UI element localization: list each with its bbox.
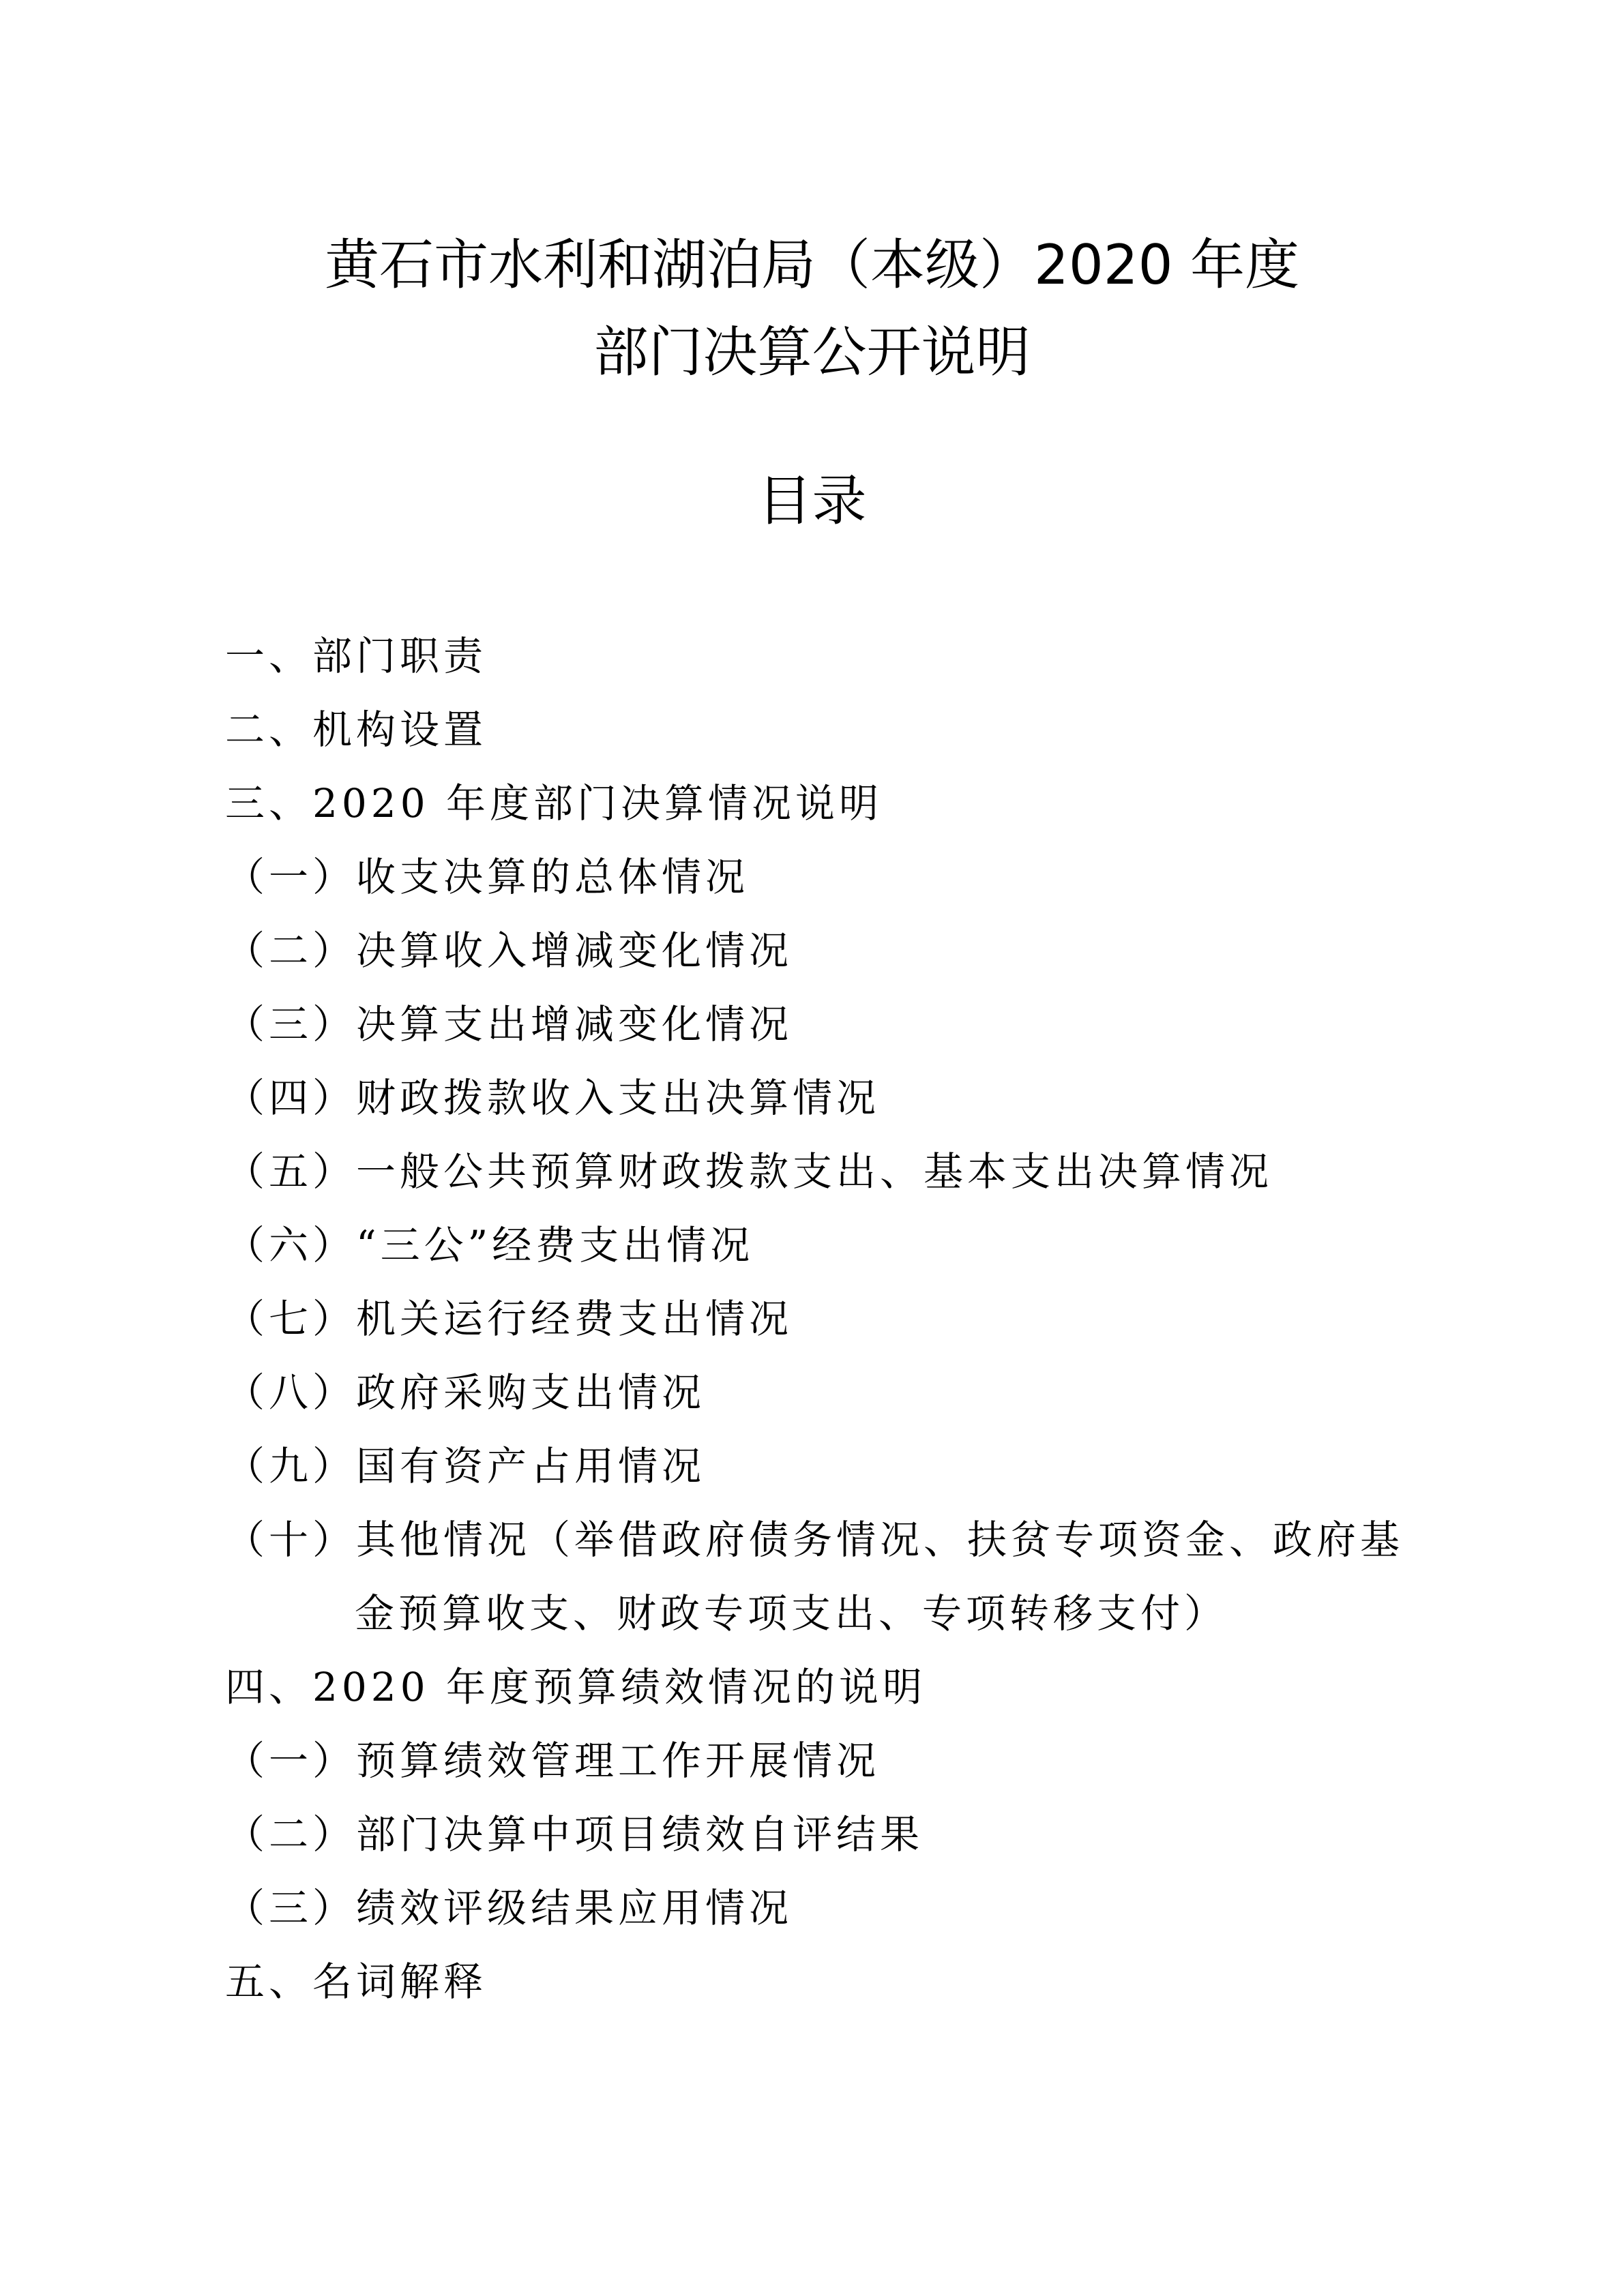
toc-heading: 目录 [757,469,867,533]
toc-item-3-7: （七）机关运行经费支出情况 [225,1296,793,1342]
toc-item-section-3: 三、2020 年度部门决算情况说明 [225,780,883,826]
toc-item-3-9: （九）国有资产占用情况 [225,1443,706,1489]
toc-item-4-3: （三）绩效评级结果应用情况 [225,1885,793,1931]
title-line-1: 黄石市水利和湖泊局（本级）2020 年度 [324,233,1300,297]
toc-item-4-1: （一）预算绩效管理工作开展情况 [225,1738,881,1784]
toc-item-3-5: （五）一般公共预算财政拨款支出、基本支出决算情况 [225,1148,1273,1195]
toc-item-3-10-continued: 金预算收支、财政专项支出、专项转移支付） [355,1590,1228,1637]
title-line-2: 部门决算公开说明 [593,320,1031,384]
toc-item-3-3: （三）决算支出增减变化情况 [225,1001,793,1047]
toc-item-section-2: 二、机构设置 [225,706,488,753]
toc-item-section-1: 一、部门职责 [225,633,488,679]
toc-item-3-8: （八）政府采购支出情况 [225,1369,706,1416]
toc-item-section-5: 五、名词解释 [225,1958,488,2005]
toc-item-section-4: 四、2020 年度预算绩效情况的说明 [225,1664,927,1710]
toc-item-3-10: （十）其他情况（举借政府债务情况、扶贫专项资金、政府基 [225,1517,1404,1563]
table-of-contents [225,619,1487,2018]
toc-item-3-2: （二）决算收入增减变化情况 [225,927,793,974]
toc-item-4-2: （二）部门决算中项目绩效自评结果 [225,1811,924,1858]
document-title [0,222,1624,396]
toc-item-3-4: （四）财政拨款收入支出决算情况 [225,1075,881,1121]
toc-item-3-1: （一）收支决算的总体情况 [225,854,750,900]
toc-item-3-6: （六）“三公”经费支出情况 [225,1222,754,1268]
